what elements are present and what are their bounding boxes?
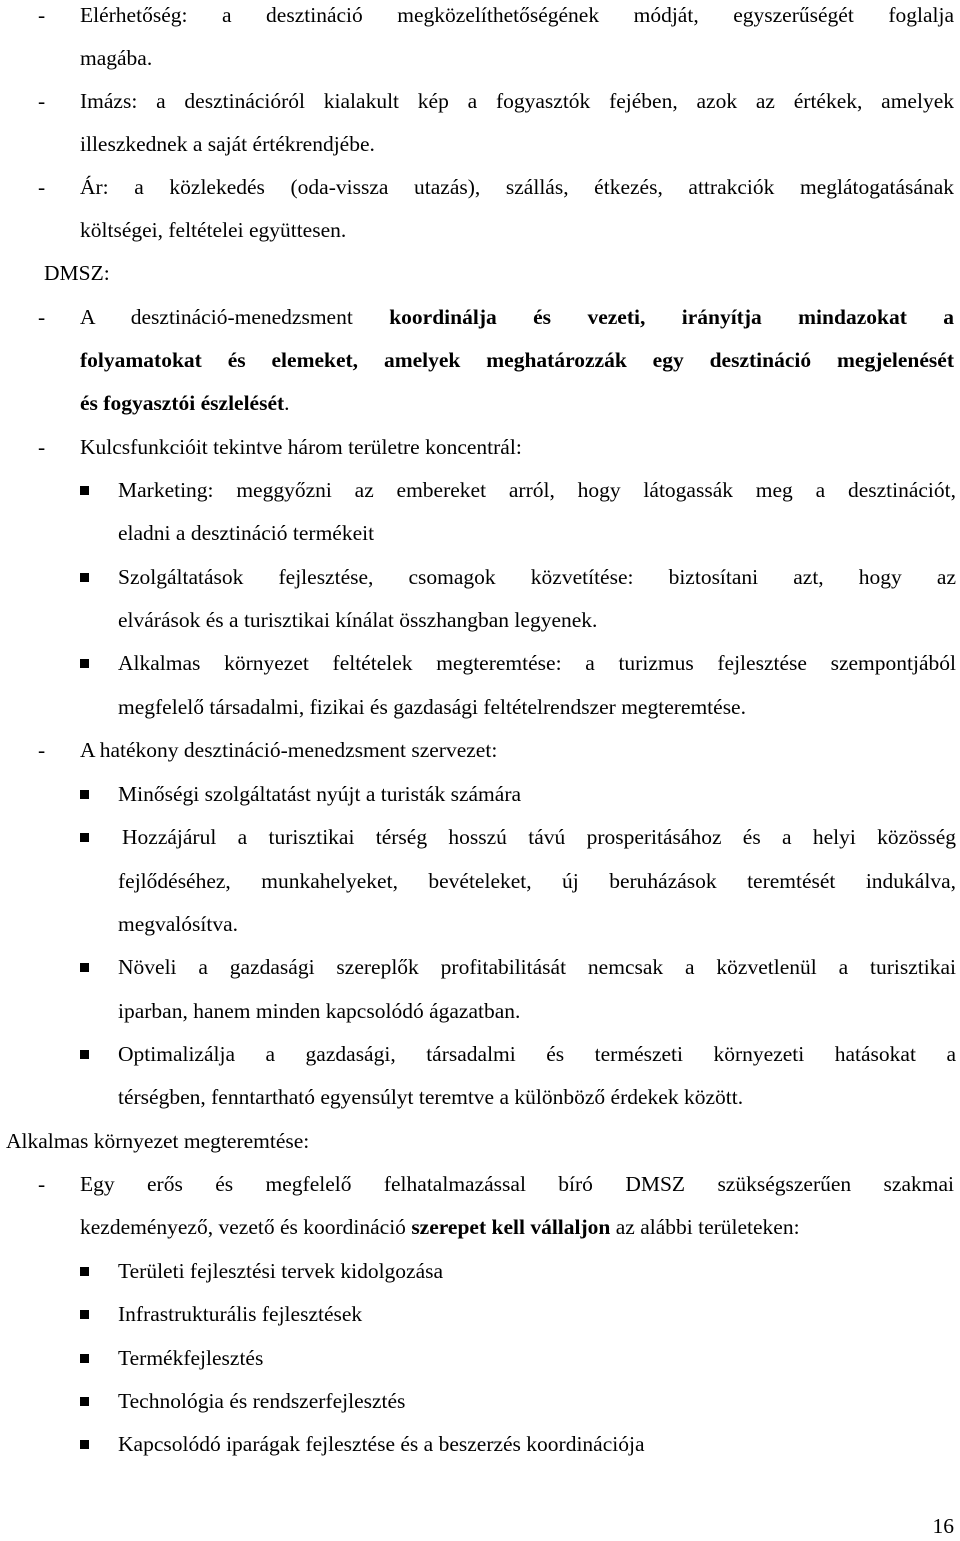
dash-marker: -: [38, 3, 46, 27]
text-run: A desztináció-menedzsment: [80, 305, 390, 329]
dash-marker: -: [38, 1172, 46, 1196]
dash-marker: -: [38, 435, 46, 459]
bold-text-run: folyamatokat és elemeket, amelyek meghatározzák egy desztináció megjelenését: [80, 348, 954, 372]
text-line: megvalósítva.: [118, 912, 239, 936]
text-line: elvárások és a turisztikai kínálat összhangban legyenek.: [118, 608, 598, 632]
text-run: kezdeményező, vezető és koordináció: [80, 1215, 412, 1239]
dash-marker: -: [38, 175, 46, 199]
square-bullet-icon: [80, 1440, 89, 1449]
square-bullet-icon: [80, 790, 89, 799]
text-line: [80, 1212, 954, 1242]
text-line: [80, 345, 954, 375]
text-line: illeszkednek a saját értékrendjébe.: [80, 132, 375, 156]
text-line: Termékfejlesztés: [118, 1346, 264, 1370]
text-line: térségben, fenntartható egyensúlyt teremtve a különböző érdekek között.: [118, 1085, 744, 1109]
dash-marker: -: [38, 305, 46, 329]
dash-marker: -: [38, 89, 46, 113]
text-line: Ár: a közlekedés (oda-vissza utazás), szállás, étkezés, attrakciók meglátogatásának: [80, 175, 954, 199]
bold-text-run: és fogyasztói észlelését: [80, 391, 285, 415]
text-line: iparban, hanem minden kapcsolódó ágazatban.: [118, 999, 521, 1023]
square-bullet-icon: [80, 1354, 89, 1363]
square-bullet-icon: [80, 833, 89, 842]
text-line: Technológia és rendszerfejlesztés: [118, 1389, 406, 1413]
text-run: az alábbi területeken:: [610, 1215, 800, 1239]
bold-text-run: szerepet kell vállaljon: [411, 1215, 611, 1239]
heading-text: Alkalmas környezet megteremtése:: [6, 1129, 310, 1153]
text-line: Elérhetőség: a desztináció megközelíthetőségének módját, egyszerűségét foglalja: [80, 3, 954, 27]
text-line: megfelelő társadalmi, fizikai és gazdasági feltételrendszer megteremtése.: [118, 695, 746, 719]
text-line: Marketing: meggyőzni az embereket arról, hogy látogassák meg a desztinációt,: [118, 478, 956, 502]
text-line: Optimalizálja a gazdasági, társadalmi és természeti környezeti hatásokat a: [118, 1042, 956, 1066]
text-line: Alkalmas környezet feltételek megteremtése: a turizmus fejlesztése szempontjából: [118, 651, 956, 675]
text-line: Kulcsfunkcióit tekintve három területre koncentrál:: [80, 435, 522, 459]
text-line: Kapcsolódó iparágak fejlesztése és a beszerzés koordinációja: [118, 1432, 645, 1456]
text-line: Területi fejlesztési tervek kidolgozása: [118, 1259, 444, 1283]
dash-marker: -: [38, 738, 46, 762]
square-bullet-icon: [80, 1267, 89, 1276]
text-line: eladni a desztináció termékeit: [118, 521, 375, 545]
text-line: Infrastrukturális fejlesztések: [118, 1302, 363, 1326]
square-bullet-icon: [80, 659, 89, 668]
square-bullet-icon: [80, 1050, 89, 1059]
text-line: költségei, feltételei együttesen.: [80, 218, 347, 242]
square-bullet-icon: [80, 573, 89, 582]
square-bullet-icon: [80, 1310, 89, 1319]
page-number: 16: [932, 1514, 954, 1538]
bold-text-run: koordinálja és vezeti, irányítja mindazokat a: [389, 305, 954, 329]
text-line: Imázs: a desztinációról kialakult kép a fogyasztók fejében, azok az értékek, amelyek: [80, 89, 954, 113]
text-run: .: [284, 391, 290, 415]
text-line: Növeli a gazdasági szereplők profitabilitását nemcsak a közvetlenül a turisztikai: [118, 955, 956, 979]
text-line: Hozzájárul a turisztikai térség hosszú távú prosperitásához és a helyi közösség: [122, 825, 956, 849]
text-line: Szolgáltatások fejlesztése, csomagok közvetítése: biztosítani azt, hogy az: [118, 565, 956, 589]
square-bullet-icon: [80, 963, 89, 972]
text-line: [80, 302, 954, 332]
text-line: Egy erős és megfelelő felhatalmazással bíró DMSZ szükségszerűen szakmai: [80, 1172, 954, 1196]
square-bullet-icon: [80, 486, 89, 495]
text-line: Minőségi szolgáltatást nyújt a turisták számára: [118, 782, 522, 806]
text-line: magába.: [80, 46, 153, 70]
square-bullet-icon: [80, 1397, 89, 1406]
text-line: A hatékony desztináció-menedzsment szervezet:: [80, 738, 498, 762]
text-line: [80, 388, 954, 418]
heading-text: DMSZ:: [44, 261, 110, 285]
text-line: fejlődéséhez, munkahelyeket, bevételeket, új beruházások teremtését indukálva,: [118, 869, 956, 893]
